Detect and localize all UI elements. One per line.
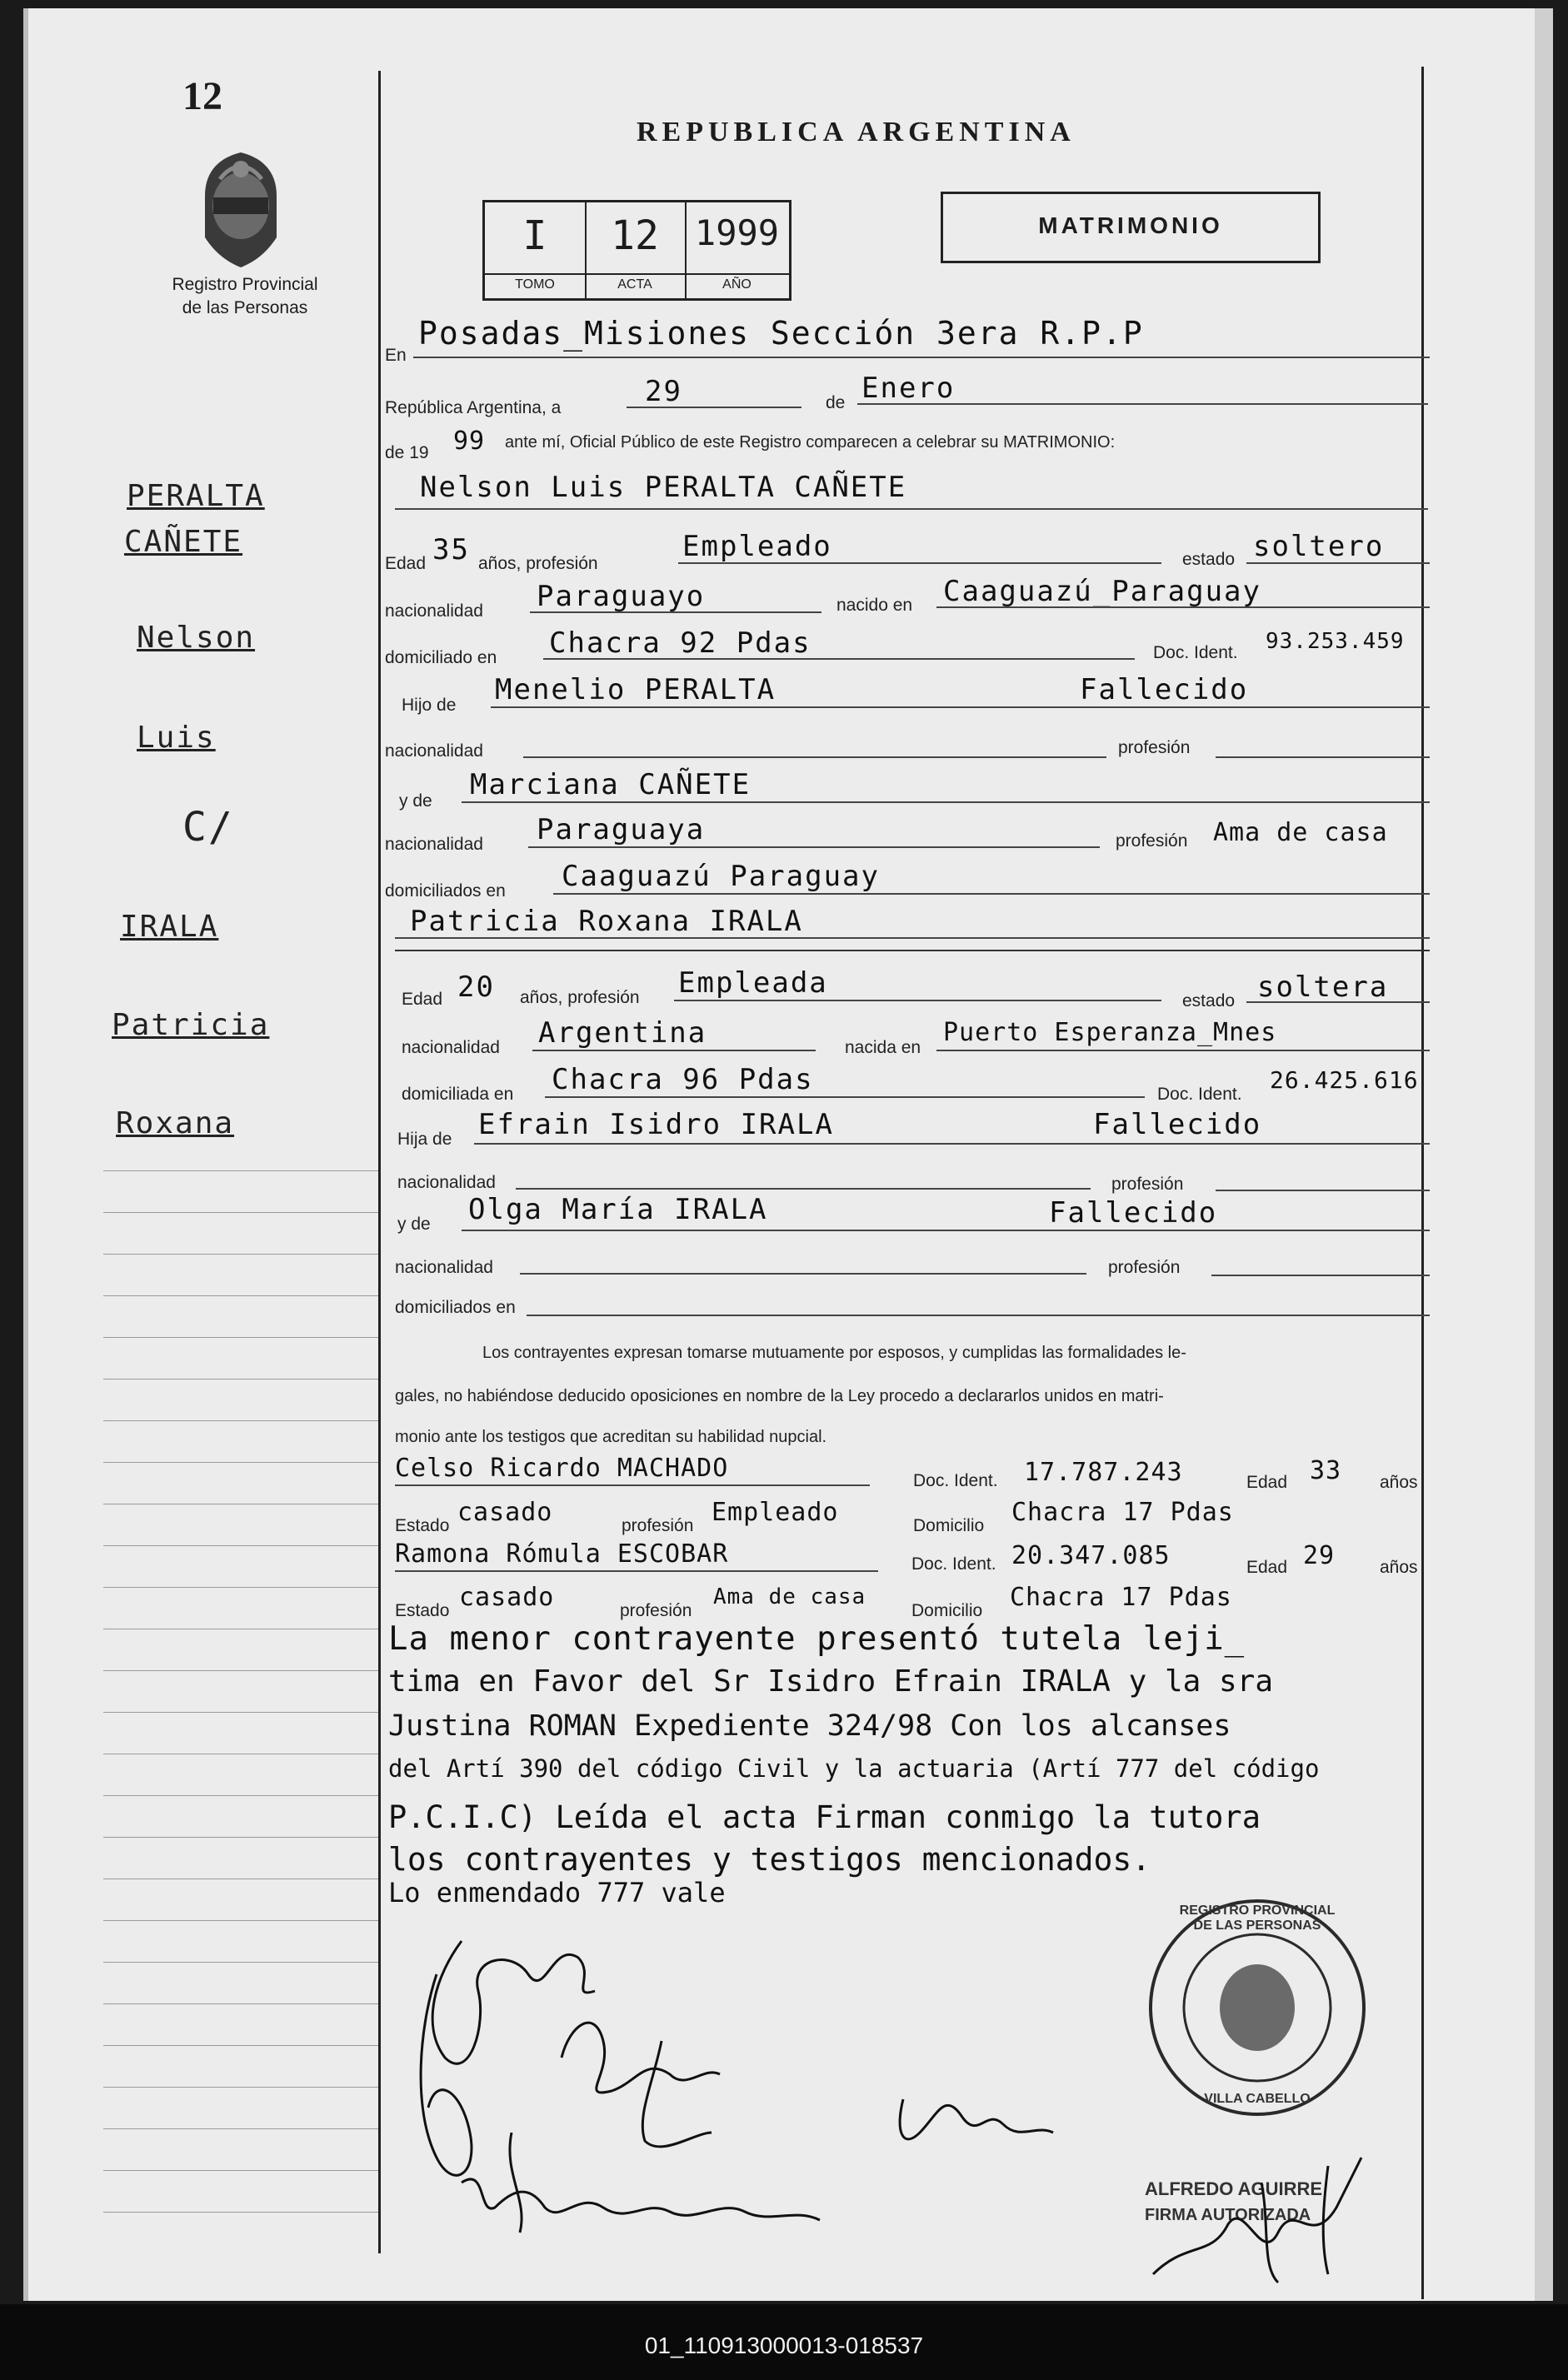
bride-nationality: Argentina (538, 1016, 707, 1050)
page-number: 12 (182, 74, 222, 118)
note-line-6: los contrayentes y testigos mencionados. (388, 1841, 1151, 1878)
bride-mother-nacionalidad-label: nacionalidad (395, 1258, 493, 1277)
groom-mother-nationality-line (528, 846, 1100, 848)
witness1-doc-label: Doc. Ident. (913, 1471, 998, 1490)
bride-doc-label: Doc. Ident. (1157, 1085, 1242, 1104)
note-line-2: tima en Favor del Sr Isidro Efrain IRALA y la sra (388, 1664, 1274, 1699)
place-line (413, 357, 1430, 358)
margin-note-firstname1: Nelson (137, 621, 256, 655)
bride-father-nationality-line (516, 1188, 1091, 1190)
margin-note-surname1: PERALTA (127, 479, 265, 513)
groom-father-status: Fallecido (1080, 673, 1249, 706)
groom-hijo-label: Hijo de (402, 696, 457, 715)
margin-note-surname3: IRALA (120, 910, 219, 944)
section-divider (395, 950, 1430, 951)
coat-of-arms-emblem (195, 146, 287, 271)
bride-estado: soltera (1257, 970, 1389, 1004)
bride-name-line (395, 937, 1430, 939)
witness1-age: 33 (1310, 1456, 1342, 1485)
note-line-1: La menor contrayente presentó tutela leji_ (388, 1620, 1246, 1658)
witness2-age: 29 (1303, 1541, 1336, 1570)
witness1-estado: casado (457, 1498, 553, 1527)
witness2-domicilio-label: Domicilio (911, 1601, 983, 1620)
witness1-anos-label: años (1380, 1473, 1418, 1492)
groom-father-profession-line (1216, 756, 1430, 758)
witness2-address: Chacra 17 Pdas (1010, 1583, 1232, 1612)
bride-nacida-label: nacida en (845, 1038, 921, 1057)
bride-nacionalidad-label: nacionalidad (402, 1038, 500, 1057)
witness1-estado-label: Estado (395, 1516, 450, 1535)
groom-nationality: Paraguayo (537, 580, 706, 613)
witness1-name-line (395, 1484, 870, 1486)
scan-file-id: 01_110913000013-018537 (644, 2333, 924, 2358)
groom-age: 35 (432, 533, 470, 566)
groom-profession: Empleado (682, 530, 832, 563)
tomo-value: I (522, 212, 547, 259)
witness2-edad-label: Edad (1246, 1558, 1288, 1577)
margin-separator-line (378, 71, 381, 2253)
declaration-line-2: gales, no habiéndose deducido oposiciones en nombre de la Ley procedo a declararlos unidos en matri- (395, 1387, 1164, 1405)
bride-father-line (474, 1143, 1430, 1145)
groom-father-profesion-label: profesión (1118, 738, 1191, 757)
groom-mother-nationality: Paraguaya (537, 813, 706, 846)
ano-value: 1999 (694, 212, 780, 253)
margin-note-firstname2: Luis (137, 721, 216, 755)
place-value: Posadas_Misiones Sección 3era R.P.P (418, 315, 1144, 352)
year-suffix-value: 99 (453, 427, 486, 456)
year-prefix-label: de 19 (385, 443, 429, 462)
act-type-label: MATRIMONIO (1038, 212, 1223, 238)
groom-father: Menelio PERALTA (495, 673, 777, 706)
groom-edad-label: Edad (385, 554, 427, 573)
margin-note-firstname3: Patricia (112, 1008, 270, 1042)
bride-father: Efrain Isidro IRALA (478, 1108, 834, 1141)
day-value: 29 (645, 375, 682, 408)
acta-label: ACTA (617, 277, 652, 292)
registry-name-line1: Registro Provincial (172, 275, 318, 294)
en-label: En (385, 346, 407, 365)
declaration-line-3: monio ante los testigos que acreditan su habilidad nupcial. (395, 1428, 827, 1446)
bride-birthplace-line (936, 1050, 1430, 1051)
ante-text: ante mí, Oficial Público de este Registro comparecen a celebrar su MATRIMONIO: (505, 433, 1116, 452)
day-line (627, 407, 801, 408)
groom-domiciliados-label: domiciliados en (385, 881, 506, 901)
bride-father-status: Fallecido (1093, 1108, 1262, 1141)
groom-nacido-label: nacido en (836, 596, 913, 615)
bride-yde-label: y de (397, 1215, 431, 1234)
groom-father-line (491, 706, 1430, 708)
witness1-doc: 17.787.243 (1024, 1458, 1183, 1487)
bride-hija-label: Hija de (397, 1130, 452, 1149)
stamp-signer-title: FIRMA AUTORIZADA (1145, 2206, 1311, 2224)
bride-father-nacionalidad-label: nacionalidad (397, 1173, 496, 1192)
bride-mother: Olga María IRALA (468, 1193, 768, 1226)
stamp-ring-text: REGISTRO PROVINCIAL DE LAS PERSONAS (1179, 1904, 1336, 1933)
witness2-name-line (395, 1570, 878, 1572)
note-line-7: Lo enmendado 777 vale (388, 1877, 726, 1908)
bride-domiciliada-label: domiciliada en (402, 1085, 514, 1104)
registry-reference-box (482, 200, 791, 301)
groom-birthplace-line (936, 606, 1430, 608)
groom-mother-profession: Ama de casa (1213, 818, 1388, 847)
note-line-3: Justina ROMAN Expediente 324/98 Con los alcanses (388, 1709, 1231, 1743)
groom-estado: soltero (1253, 530, 1385, 563)
witness2-name: Ramona Rómula ESCOBAR (395, 1539, 729, 1569)
groom-mother-nacionalidad-label: nacionalidad (385, 835, 483, 854)
witness2-doc-label: Doc. Ident. (911, 1554, 996, 1574)
witness2-estado: casado (459, 1583, 555, 1612)
margin-note-firstname4: Roxana (116, 1106, 235, 1140)
month-line (857, 403, 1428, 405)
groom-doc: 93.253.459 (1266, 629, 1405, 654)
bride-mother-profession-line (1211, 1275, 1430, 1276)
groom-name-line (395, 508, 1428, 510)
bride-mother-nationality-line (520, 1273, 1086, 1275)
document-page (23, 8, 1553, 2301)
groom-mother-profesion-label: profesión (1116, 831, 1188, 851)
bride-estado-label: estado (1182, 991, 1236, 1010)
bride-birthplace: Puerto Esperanza_Mnes (943, 1018, 1277, 1047)
witness2-estado-label: Estado (395, 1601, 450, 1620)
groom-yde-label: y de (399, 791, 432, 811)
officer-signature (1136, 2149, 1386, 2291)
official-stamp (1145, 1895, 1370, 2120)
right-border-line (1421, 67, 1424, 2299)
groom-name: Nelson Luis PERALTA CAÑETE (420, 471, 907, 504)
groom-estado-line (1246, 562, 1430, 564)
witness1-profesion-label: profesión (622, 1516, 694, 1535)
groom-domiciliado-label: domiciliado en (385, 648, 497, 667)
note-line-5: P.C.I.C) Leída el acta Firman conmigo la tutora (388, 1799, 1261, 1835)
groom-father-nationality-line (523, 756, 1106, 758)
groom-doc-label: Doc. Ident. (1153, 643, 1238, 662)
note-line-4: del Artí 390 del código Civil y la actuaria (Artí 777 del código (388, 1754, 1320, 1783)
witness1-address: Chacra 17 Pdas (1011, 1498, 1234, 1527)
groom-mother-line (462, 801, 1430, 803)
bride-edad-label: Edad (402, 990, 443, 1009)
bride-mother-line (462, 1230, 1430, 1231)
groom-estado-label: estado (1182, 550, 1236, 569)
witness2-doc: 20.347.085 (1011, 1541, 1171, 1570)
witness1-edad-label: Edad (1246, 1473, 1288, 1492)
bride-nationality-line (532, 1050, 816, 1051)
bride-father-profesion-label: profesión (1111, 1175, 1184, 1194)
groom-address: Chacra 92 Pdas (549, 626, 811, 660)
bride-anos-label: años, profesión (520, 988, 640, 1007)
bride-doc: 26.425.616 (1270, 1066, 1419, 1094)
groom-mother: Marciana CAÑETE (470, 768, 752, 801)
bride-name: Patricia Roxana IRALA (410, 905, 803, 938)
groom-parents-address: Caaguazú Paraguay (562, 860, 880, 893)
groom-anos-label: años, profesión (478, 554, 598, 573)
bride-address: Chacra 96 Pdas (552, 1063, 814, 1096)
witness2-profesion-label: profesión (620, 1601, 692, 1620)
bride-father-profession-line (1216, 1190, 1430, 1191)
declaration-line-1: Los contrayentes expresan tomarse mutuamente por esposos, y cumplidas las formalidades le- (482, 1344, 1186, 1362)
witness2-anos-label: años (1380, 1558, 1418, 1577)
acta-value: 12 (611, 212, 659, 259)
groom-birthplace: Caaguazú_Paraguay (943, 575, 1261, 608)
witness1-domicilio-label: Domicilio (913, 1516, 985, 1535)
groom-address-line (543, 658, 1135, 660)
margin-note-with: C/ (182, 804, 234, 851)
republica-label: República Argentina, a (385, 398, 562, 417)
bride-mother-status: Fallecido (1049, 1196, 1218, 1230)
witness1-profession: Empleado (712, 1498, 839, 1527)
month-value: Enero (861, 372, 956, 405)
witness2-profession: Ama de casa (713, 1584, 866, 1609)
country-title: REPUBLICA ARGENTINA (637, 117, 1076, 147)
bride-profession-line (674, 1000, 1161, 1001)
groom-profession-line (678, 562, 1161, 564)
groom-parents-address-line (553, 893, 1430, 895)
ano-label: AÑO (722, 277, 752, 292)
margin-note-surname2: CAÑETE (124, 525, 243, 559)
de-label: de (826, 393, 846, 412)
stamp-lower-text: VILLA CABELLO (1204, 2092, 1311, 2106)
handwritten-signatures (387, 1924, 1136, 2258)
bride-domiciliados-label: domiciliados en (395, 1298, 516, 1317)
bride-profession: Empleada (678, 966, 828, 1000)
bride-address-line (545, 1096, 1145, 1098)
act-type-box (941, 192, 1321, 263)
bride-estado-line (1246, 1001, 1430, 1003)
groom-nacionalidad-label: nacionalidad (385, 601, 483, 621)
bride-mother-profesion-label: profesión (1108, 1258, 1181, 1277)
groom-father-nacionalidad-label: nacionalidad (385, 741, 483, 761)
tomo-label: TOMO (515, 277, 555, 292)
stamp-signer-name: ALFREDO AGUIRRE (1145, 2178, 1323, 2199)
witness1-name: Celso Ricardo MACHADO (395, 1454, 729, 1483)
registry-name-line2: de las Personas (182, 298, 308, 317)
bride-parents-address-line (527, 1315, 1430, 1316)
bride-age: 20 (457, 970, 495, 1004)
groom-nationality-line (530, 611, 821, 613)
